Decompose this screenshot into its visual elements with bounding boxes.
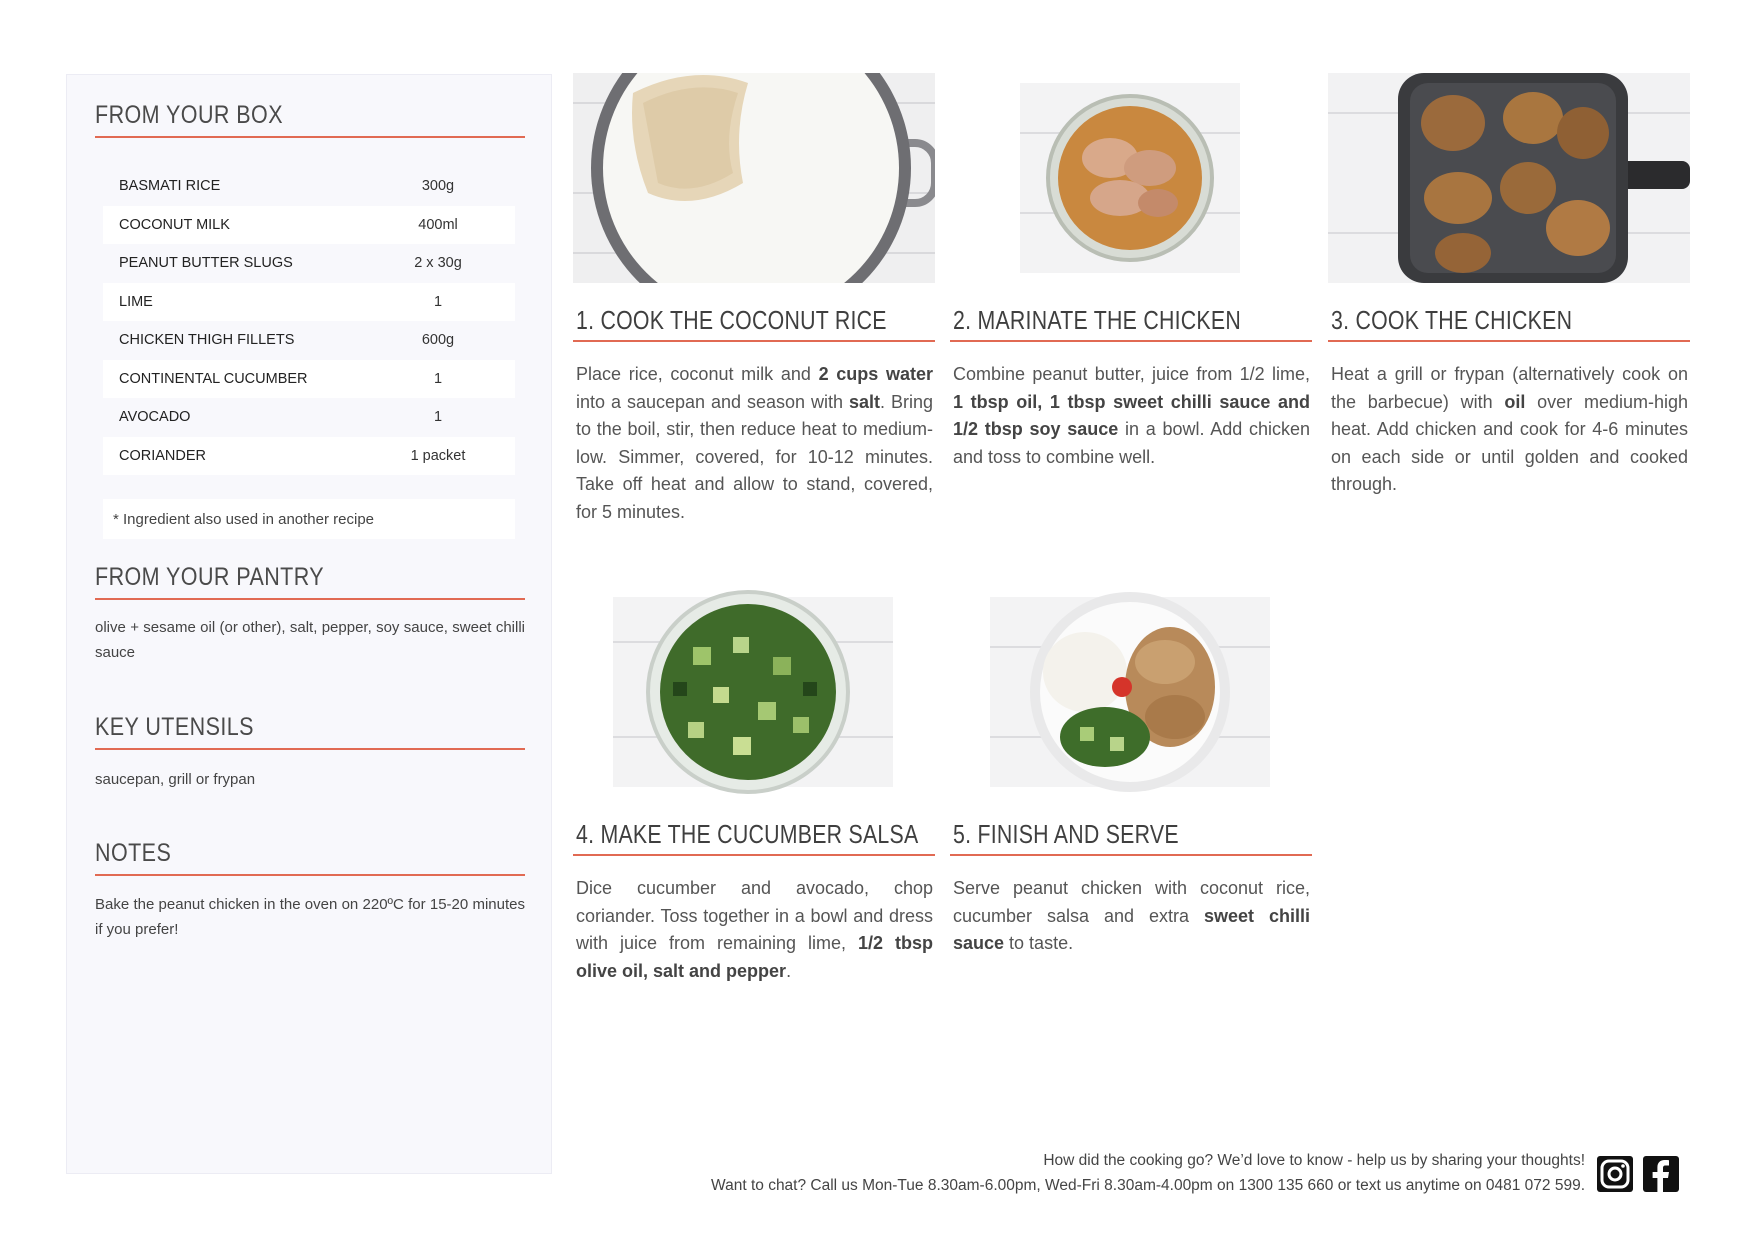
- step-5-text: Serve peanut chicken with coconut rice, cucumber salsa and extra sweet chilli sauce to taste.: [953, 878, 1310, 953]
- contact-text: Want to chat? Call us Mon-Tue 8.30am-6.00pm, Wed-Fri 8.30am-4.00pm on 1300 135 660 or text us anytime on 0481 072 599.: [711, 1177, 1585, 1194]
- ingredient-qty: 2 x 30g: [414, 255, 462, 272]
- ingredient-row: [103, 360, 515, 399]
- step-rule: [573, 340, 935, 342]
- ingredient-qty: 600g: [421, 332, 455, 349]
- feedback-text: How did the cooking go? We’d love to know - help us by sharing your thoughts!: [1043, 1152, 1585, 1169]
- step-2-text: Combine peanut butter, juice from 1/2 lime, 1 tbsp oil, 1 tbsp sweet chilli sauce and 1/2 tbsp soy sauce in a bowl. Add chicken and toss to combine well.: [953, 364, 1310, 467]
- step-5-photo: [950, 587, 1312, 797]
- heading-rule: [95, 136, 525, 138]
- notes-text: Bake the peanut chicken in the oven on 220ºC for 15-20 minutes if you prefer!: [95, 896, 525, 938]
- step-3-text: Heat a grill or frypan (alternatively cook on the barbecue) with oil over medium-high heat. Add chicken and cook for 4-6 minutes on each side or until golden and cooked through.: [1331, 364, 1689, 494]
- utensils-text: saucepan, grill or frypan: [95, 771, 256, 788]
- ingredient-qty: 400ml: [418, 216, 458, 233]
- step-3-title: 3. COOK THE CHICKEN: [1331, 305, 1573, 335]
- step-1-title: 1. COOK THE COCONUT RICE: [576, 305, 887, 335]
- key-utensils-heading: KEY UTENSILS: [95, 713, 254, 741]
- ingredient-qty: 1 packet: [410, 447, 466, 464]
- step-rule: [573, 854, 935, 856]
- ingredient-qty: 1: [433, 293, 443, 310]
- step-4-text: Dice cucumber and avocado, chop coriander. Toss together in a bowl and dress with juice from remaining lime, 1/2 tbsp olive oil, salt and pepper.: [576, 878, 934, 981]
- ingredient-row: [103, 321, 515, 360]
- step-rule: [1328, 340, 1690, 342]
- footer-contact: [585, 1148, 1585, 1198]
- ingredient-footnote: * Ingredient also used in another recipe: [103, 499, 515, 539]
- instagram-icon[interactable]: [1597, 1156, 1633, 1192]
- ingredient-qty: 1: [433, 370, 443, 387]
- ingredient-row: [103, 167, 515, 206]
- step-2-title: 2. MARINATE THE CHICKEN: [953, 305, 1241, 335]
- step-4-photo: [573, 587, 935, 797]
- ingredient-qty: 1: [433, 409, 443, 426]
- ingredient-name: CHICKEN THIGH FILLETS: [119, 332, 295, 349]
- ingredient-name: COCONUT MILK: [119, 216, 230, 233]
- ingredients-sidebar: [66, 74, 552, 1174]
- step-1-text: Place rice, coconut milk and 2 cups water into a saucepan and season with salt. Bring to the boil, stir, then reduce heat to medium-low. Simmer, covered, for 10-12 minutes. Take off heat and allow to stand, covered, for 5 minutes.: [576, 364, 934, 522]
- heading-rule: [95, 748, 525, 750]
- step-3-photo: [1328, 73, 1690, 283]
- ingredients-table: [103, 167, 515, 475]
- notes-heading: NOTES: [95, 839, 172, 867]
- ingredient-row: [103, 283, 515, 322]
- ingredient-qty: 300g: [421, 178, 455, 195]
- ingredient-name: PEANUT BUTTER SLUGS: [119, 255, 293, 272]
- heading-rule: [95, 598, 525, 600]
- ingredient-name: CONTINENTAL CUCUMBER: [119, 370, 308, 387]
- step-4-title: 4. MAKE THE CUCUMBER SALSA: [576, 819, 919, 849]
- heading-rule: [95, 874, 525, 876]
- facebook-icon[interactable]: [1643, 1156, 1679, 1192]
- from-your-box-heading: FROM YOUR BOX: [95, 101, 283, 129]
- ingredient-name: BASMATI RICE: [119, 178, 221, 195]
- pantry-text: olive + sesame oil (or other), salt, pepper, soy sauce, sweet chilli sauce: [95, 619, 525, 661]
- step-5-title: 5. FINISH AND SERVE: [953, 819, 1179, 849]
- ingredient-row: [103, 244, 515, 283]
- ingredient-name: CORIANDER: [119, 447, 207, 464]
- step-2-photo: [950, 73, 1312, 283]
- ingredient-name: AVOCADO: [119, 409, 191, 426]
- ingredient-row: [103, 206, 515, 245]
- step-rule: [950, 854, 1312, 856]
- from-your-pantry-heading: FROM YOUR PANTRY: [95, 563, 325, 591]
- ingredient-row: [103, 398, 515, 437]
- ingredient-row: [103, 437, 515, 476]
- ingredient-name: LIME: [119, 293, 153, 310]
- step-1-photo: [573, 73, 935, 283]
- step-rule: [950, 340, 1312, 342]
